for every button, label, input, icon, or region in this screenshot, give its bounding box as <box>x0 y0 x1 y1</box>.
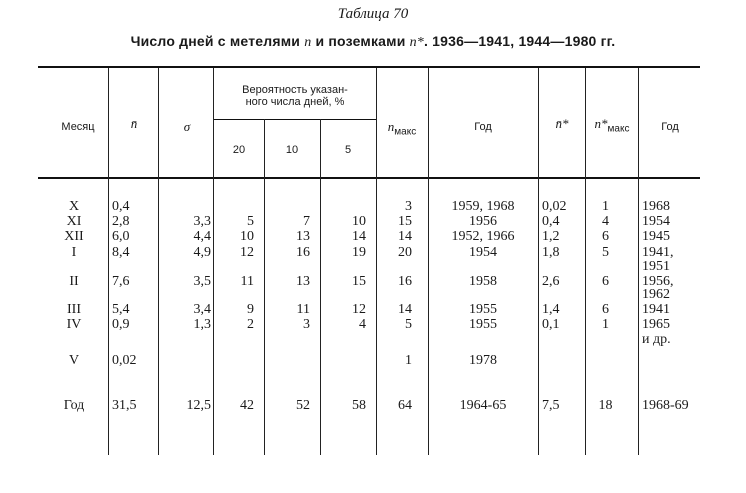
cell-nstar: 2,6 <box>542 274 560 289</box>
cell-nmax: 16 <box>398 274 412 289</box>
cell-nstar: 1,4 <box>542 302 560 317</box>
cell-nstarmax: 1 <box>602 317 609 332</box>
cell-p10: 13 <box>296 229 310 244</box>
header-probability <box>214 84 376 108</box>
cell-p20: 12 <box>240 245 254 260</box>
title-n: n <box>304 35 312 50</box>
header-nbar: n̄ <box>130 116 138 131</box>
cell-p20: 11 <box>240 274 254 289</box>
cell-sigma: 3,5 <box>193 274 211 289</box>
cell-nstar: 1,8 <box>542 245 560 260</box>
cell-p10: 52 <box>296 398 310 413</box>
cell-nmax: 3 <box>405 199 412 214</box>
nstarmax-n: n* <box>594 116 608 131</box>
probability-line2: ного числа дней, % <box>245 96 345 108</box>
cell-year2: 1945 <box>642 229 670 244</box>
cell-year2: 1965 <box>642 317 670 332</box>
cell-nstarmax: 6 <box>602 302 609 317</box>
cell-year2: 1941, <box>642 245 674 260</box>
cell-year: 1964-65 <box>459 398 507 413</box>
cell-p20: 2 <box>247 317 254 332</box>
cell-year: 1955 <box>469 302 497 317</box>
cell-n: 0,4 <box>112 199 130 214</box>
nmax-sub: макс <box>394 126 417 138</box>
cell-nstarmax: 18 <box>598 398 613 413</box>
cell-sigma: 4,9 <box>193 245 211 260</box>
cell-p5: 12 <box>352 302 366 317</box>
table-caption: Таблица 70 <box>337 6 409 22</box>
cell-nmax: 64 <box>398 398 412 413</box>
column-divider <box>108 68 109 455</box>
cell-p10: 3 <box>303 317 310 332</box>
cell-year: 1956 <box>469 214 497 229</box>
cell-nstarmax: 1 <box>602 199 609 214</box>
cell-month: II <box>69 274 79 289</box>
cell-p5: 15 <box>352 274 366 289</box>
cell-nstar: 1,2 <box>542 229 560 244</box>
cell-nstarmax: 4 <box>602 214 609 229</box>
cell-year2: 1968 <box>642 199 670 214</box>
nstarmax-sub: макс <box>607 123 630 135</box>
header-nstarbar: n̄* <box>555 116 569 131</box>
header-p20: 20 <box>232 144 246 156</box>
cell-year2: 1941 <box>642 302 670 317</box>
cell-nmax: 14 <box>398 302 412 317</box>
cell-n: 5,4 <box>112 302 130 317</box>
cell-sigma: 12,5 <box>186 398 211 413</box>
cell-year: 1952, 1966 <box>451 229 515 244</box>
cell-p20: 10 <box>240 229 254 244</box>
header-nmax <box>376 121 428 138</box>
table-title <box>0 33 746 51</box>
header-sigma: σ <box>183 119 191 134</box>
cell-year2: и др. <box>642 332 671 347</box>
cell-nstar: 0,4 <box>542 214 560 229</box>
cell-sigma: 4,4 <box>193 229 211 244</box>
cell-n: 7,6 <box>112 274 130 289</box>
cell-year: 1978 <box>469 353 497 368</box>
cell-year2: 1954 <box>642 214 670 229</box>
cell-sigma: 3,3 <box>193 214 211 229</box>
cell-nstar: 0,1 <box>542 317 560 332</box>
probability-sub-rule <box>214 119 376 120</box>
cell-nmax: 14 <box>398 229 412 244</box>
probability-line1: Вероятность указан- <box>242 84 348 96</box>
cell-p10: 11 <box>296 302 310 317</box>
cell-year2: 1951 <box>642 259 670 274</box>
cell-p10: 7 <box>303 214 310 229</box>
cell-n: 0,9 <box>112 317 130 332</box>
cell-n: 0,02 <box>112 353 137 368</box>
column-divider <box>158 68 159 455</box>
header-p5: 5 <box>344 144 352 156</box>
cell-month: Год <box>63 398 85 413</box>
cell-year: 1954 <box>469 245 497 260</box>
cell-nmax: 5 <box>405 317 412 332</box>
cell-p5: 14 <box>352 229 366 244</box>
cell-year2: 1956, <box>642 274 674 289</box>
cell-n: 8,4 <box>112 245 130 260</box>
cell-month: XI <box>66 214 82 229</box>
title-prefix: Число дней с метелями <box>130 33 305 49</box>
header-nstarmax <box>586 118 638 135</box>
header-month: Месяц <box>61 121 95 133</box>
header-year: Год <box>474 121 492 133</box>
cell-nstarmax: 6 <box>602 229 609 244</box>
cell-year2: 1962 <box>642 287 670 302</box>
cell-month: I <box>71 245 77 260</box>
cell-nmax: 1 <box>405 353 412 368</box>
cell-nstarmax: 5 <box>602 245 609 260</box>
header-p10: 10 <box>285 144 299 156</box>
cell-p20: 9 <box>247 302 254 317</box>
cell-month: XII <box>64 229 84 244</box>
cell-nstar: 7,5 <box>542 398 560 413</box>
cell-p5: 58 <box>352 398 366 413</box>
cell-year: 1958 <box>469 274 497 289</box>
cell-p20: 5 <box>247 214 254 229</box>
cell-p5: 4 <box>359 317 366 332</box>
nmax-n: n <box>387 119 395 134</box>
title-nstar: n* <box>409 35 424 50</box>
column-divider <box>538 68 539 455</box>
cell-year: 1955 <box>469 317 497 332</box>
cell-p5: 10 <box>352 214 366 229</box>
top-rule <box>38 66 700 68</box>
cell-month: IV <box>66 317 82 332</box>
cell-nmax: 15 <box>398 214 412 229</box>
header-year2: Год <box>661 121 679 133</box>
cell-p10: 13 <box>296 274 310 289</box>
cell-nmax: 20 <box>398 245 412 260</box>
column-divider <box>213 68 214 455</box>
title-middle: и поземками <box>311 33 410 49</box>
cell-year2: 1968-69 <box>642 398 689 413</box>
cell-month: III <box>67 302 81 317</box>
title-suffix: . 1936—1941, 1944—1980 гг. <box>424 33 616 49</box>
cell-nstar: 0,02 <box>542 199 567 214</box>
cell-n: 2,8 <box>112 214 130 229</box>
cell-p10: 16 <box>296 245 310 260</box>
cell-sigma: 3,4 <box>193 302 211 317</box>
header-bottom-rule <box>38 177 700 179</box>
cell-year: 1959, 1968 <box>451 199 515 214</box>
cell-month: V <box>68 353 80 368</box>
cell-n: 6,0 <box>112 229 130 244</box>
cell-sigma: 1,3 <box>193 317 211 332</box>
cell-month: X <box>68 199 80 214</box>
cell-p5: 19 <box>352 245 366 260</box>
cell-nstarmax: 6 <box>602 274 609 289</box>
cell-n: 31,5 <box>112 398 137 413</box>
cell-p20: 42 <box>240 398 254 413</box>
column-divider <box>638 68 639 455</box>
